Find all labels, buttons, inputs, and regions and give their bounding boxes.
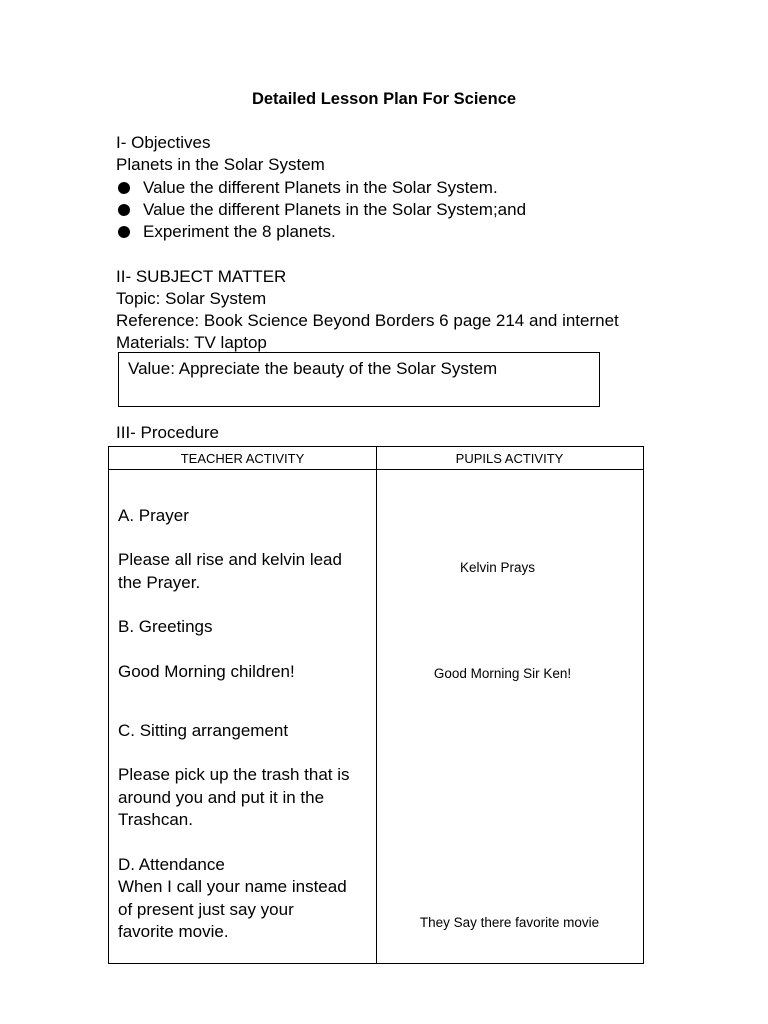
- pupil-prayer-response: Kelvin Prays: [459, 560, 536, 575]
- objective-bullet-2: Value the different Planets in the Solar System;and: [143, 200, 527, 219]
- bullet-icon: [118, 204, 130, 216]
- greetings-title: B. Greetings: [118, 617, 213, 636]
- attendance-title: D. Attendance: [118, 855, 225, 874]
- materials-line: Materials: TV laptop: [116, 333, 267, 352]
- sitting-line-1: Please pick up the trash that is: [118, 765, 350, 784]
- pupils-activity-header: PUPILS ACTIVITY: [455, 451, 564, 466]
- bullet-icon: [118, 182, 130, 194]
- pupil-attendance-response: They Say there favorite movie: [419, 915, 600, 930]
- objectives-heading: I- Objectives: [116, 133, 211, 152]
- greetings-text: Good Morning children!: [118, 662, 295, 681]
- document-title: Detailed Lesson Plan For Science: [251, 90, 517, 108]
- bullet-icon: [118, 226, 130, 238]
- attendance-line-3: favorite movie.: [118, 922, 229, 941]
- value-box: [118, 352, 600, 407]
- pupil-greetings-response: Good Morning Sir Ken!: [433, 666, 572, 681]
- prayer-line-1: Please all rise and kelvin lead: [118, 550, 342, 569]
- objective-bullet-1: Value the different Planets in the Solar System.: [143, 178, 498, 197]
- attendance-line-2: of present just say your: [118, 900, 294, 919]
- subject-matter-heading: II- SUBJECT MATTER: [116, 267, 287, 286]
- procedure-heading: III- Procedure: [116, 423, 219, 442]
- value-text: Value: Appreciate the beauty of the Solar System: [128, 359, 498, 378]
- sitting-line-3: Trashcan.: [118, 810, 193, 829]
- sitting-title: C. Sitting arrangement: [118, 721, 289, 740]
- sitting-line-2: around you and put it in the: [118, 788, 325, 807]
- objectives-subheading: Planets in the Solar System: [116, 155, 325, 174]
- column-divider: [376, 447, 377, 963]
- header-divider: [109, 469, 643, 470]
- reference-line: Reference: Book Science Beyond Borders 6 page 214 and internet: [116, 311, 619, 330]
- teacher-activity-header: TEACHER ACTIVITY: [180, 451, 305, 466]
- procedure-table: [108, 446, 644, 964]
- prayer-line-2: the Prayer.: [118, 573, 201, 592]
- attendance-line-1: When I call your name instead: [118, 877, 347, 896]
- objective-bullet-3: Experiment the 8 planets.: [143, 222, 336, 241]
- prayer-title: A. Prayer: [118, 506, 189, 525]
- topic-line: Topic: Solar System: [116, 289, 267, 308]
